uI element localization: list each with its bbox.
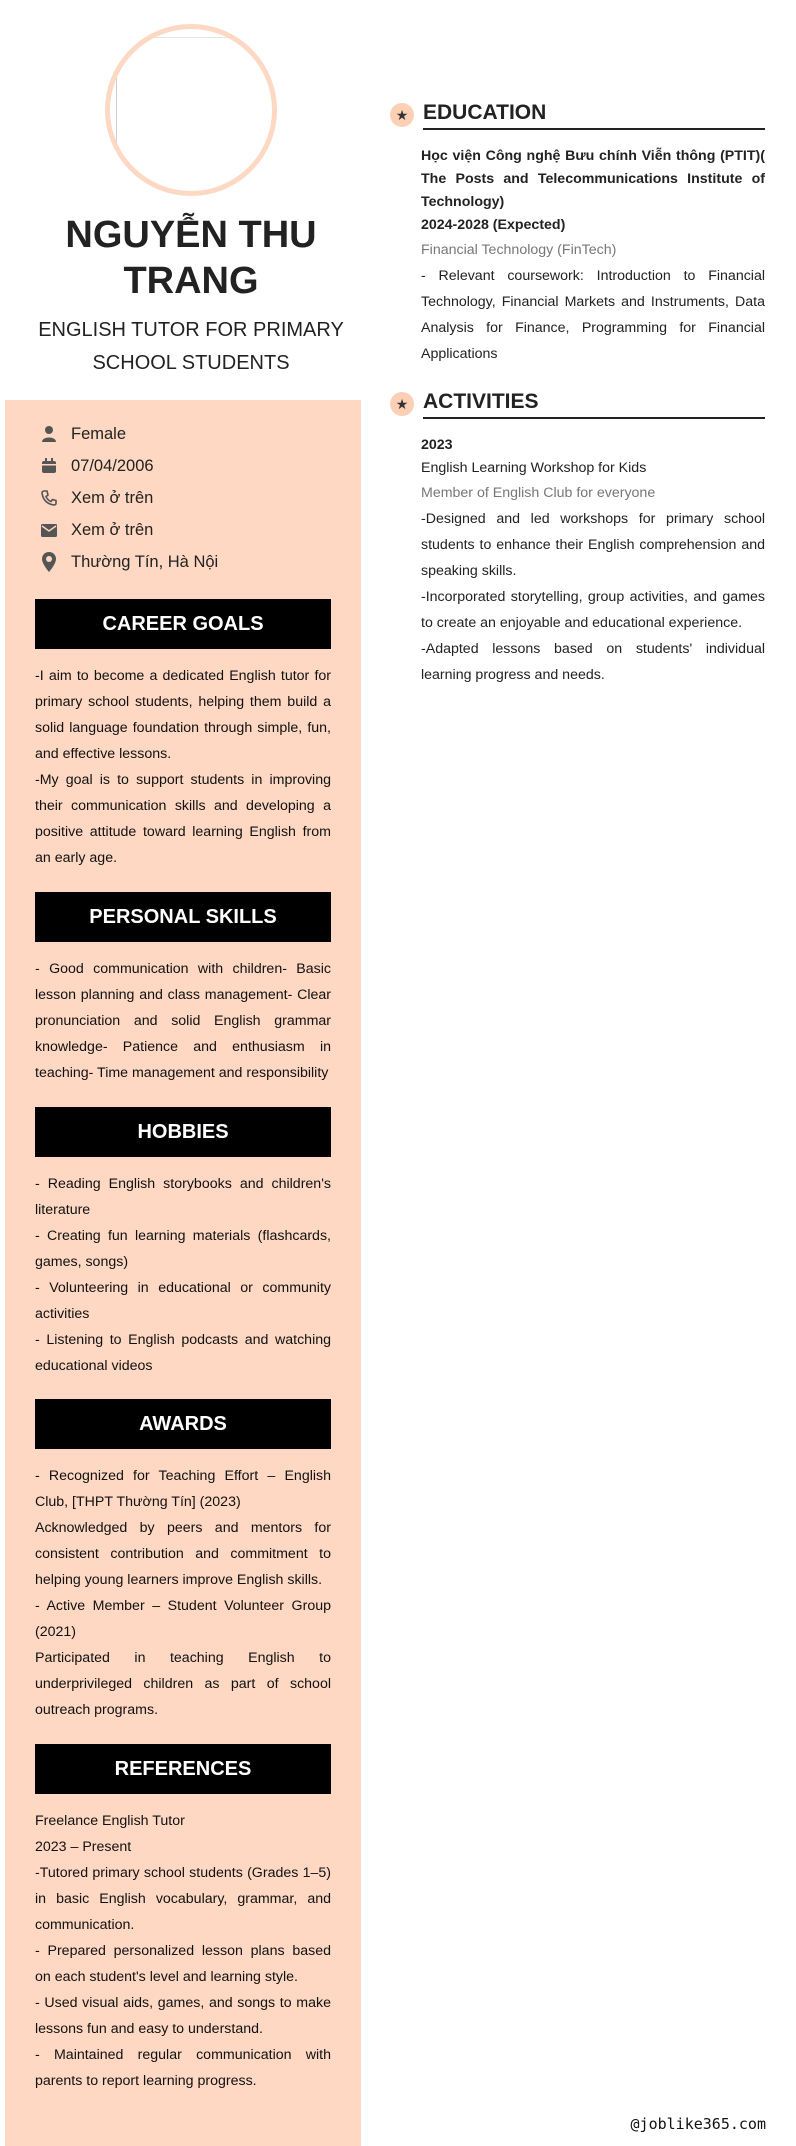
career-goals-body: [35, 663, 331, 871]
activity-name: English Learning Workshop for Kids: [421, 460, 647, 476]
education-detail: - Relevant coursework: Introduction to Financial Technology, Financial Markets and Instruments, Data Analysis for Finance, Programming for Financial Applications: [421, 268, 765, 362]
list-item: - Used visual aids, games, and songs to make lessons fun and easy to understand.: [35, 1995, 331, 2037]
star-icon: ★: [390, 392, 414, 416]
info-address: [35, 546, 335, 578]
activity-year: 2023: [421, 437, 453, 453]
phone-icon: [35, 487, 63, 509]
dob-text: 07/04/2006: [71, 456, 154, 475]
list-item: 2023 – Present: [35, 1839, 132, 1855]
references-body: [35, 1808, 331, 2094]
education-school: Học viện Công nghệ Bưu chính Viễn thông (PTIT)( The Posts and Telecommunications Institute of Technology): [421, 148, 765, 210]
list-item: -Designed and led workshops for primary school students to enhance their English comprehension and speaking skills.: [421, 511, 765, 579]
list-item: - Recognized for Teaching Effort – English Club, [THPT Thường Tín] (2023): [35, 1468, 331, 1510]
awards-heading: AWARDS: [35, 1399, 331, 1449]
hobbies-body: [35, 1171, 331, 1379]
address-text: Thường Tín, Hà Nội: [71, 552, 219, 571]
location-pin-icon: [35, 551, 63, 573]
education-heading: EDUCATION: [423, 100, 765, 130]
education-major: Financial Technology (FinTech): [421, 242, 617, 258]
candidate-title: ENGLISH TUTOR FOR PRIMARY SCHOOL STUDENTS: [38, 319, 344, 374]
person-icon: [35, 423, 63, 445]
phone-text: Xem ở trên: [71, 488, 154, 507]
hobbies-heading: HOBBIES: [35, 1107, 331, 1157]
list-item: - Maintained regular communication with parents to report learning progress.: [35, 2047, 331, 2089]
profile-header: [0, 0, 370, 400]
personal-info: [35, 418, 335, 578]
awards-body: [35, 1463, 331, 1723]
candidate-name: NGUYỄN THU TRANG: [65, 214, 317, 302]
activities-heading: ACTIVITIES: [423, 389, 765, 419]
education-body: [421, 145, 765, 367]
list-item: - Reading English storybooks and children's literature: [35, 1176, 331, 1218]
career-goal-1: -I aim to become a dedicated English tutor for primary school students, helping them build a solid language foundation through simple, fun, and effective lessons.: [35, 668, 331, 762]
list-item: Acknowledged by peers and mentors for consistent contribution and commitment to helping young learners improve English skills.: [35, 1520, 331, 1588]
career-goal-2: -My goal is to support students in improving their communication skills and developing a positive attitude toward learning English from an early age.: [35, 772, 331, 866]
calendar-icon: [35, 455, 63, 477]
career-goals-heading: CAREER GOALS: [35, 599, 331, 649]
info-email: [35, 514, 335, 546]
personal-skills-body: [35, 956, 331, 1086]
list-item: - Listening to English podcasts and watching educational videos: [35, 1332, 331, 1374]
references-heading: REFERENCES: [35, 1744, 331, 1794]
info-phone: [35, 482, 335, 514]
list-item: -Adapted lessons based on students' individual learning progress and needs.: [421, 641, 765, 683]
personal-skills-text: - Good communication with children- Basic lesson planning and class management- Clear pronunciation and solid English grammar knowledge- Patience and enthusiasm in teaching- Time management and responsibility: [35, 961, 331, 1081]
email-text: Xem ở trên: [71, 520, 154, 539]
star-icon: ★: [390, 103, 414, 127]
list-item: - Active Member – Student Volunteer Group (2021): [35, 1598, 331, 1640]
personal-skills-heading: PERSONAL SKILLS: [35, 892, 331, 942]
education-period: 2024-2028 (Expected): [421, 217, 566, 233]
info-dob: [35, 450, 335, 482]
activities-body: [421, 434, 765, 688]
list-item: Participated in teaching English to underprivileged children as part of school outreach programs.: [35, 1650, 331, 1718]
list-item: Freelance English Tutor: [35, 1813, 185, 1829]
info-gender: [35, 418, 335, 450]
footer-watermark: @joblike365.com: [630, 2115, 766, 2133]
list-item: - Creating fun learning materials (flashcards, games, songs): [35, 1228, 331, 1270]
list-item: -Tutored primary school students (Grades 1–5) in basic English vocabulary, grammar, and communication.: [35, 1865, 331, 1933]
list-item: - Prepared personalized lesson plans based on each student's level and learning style.: [35, 1943, 331, 1985]
list-item: -Incorporated storytelling, group activities, and games to create an enjoyable and educational experience.: [421, 589, 765, 631]
list-item: - Volunteering in educational or community activities: [35, 1280, 331, 1322]
activity-role: Member of English Club for everyone: [421, 485, 656, 501]
envelope-icon: [35, 519, 63, 541]
gender-text: Female: [71, 424, 127, 443]
left-sidebar: [5, 400, 361, 2146]
avatar: [105, 24, 277, 196]
